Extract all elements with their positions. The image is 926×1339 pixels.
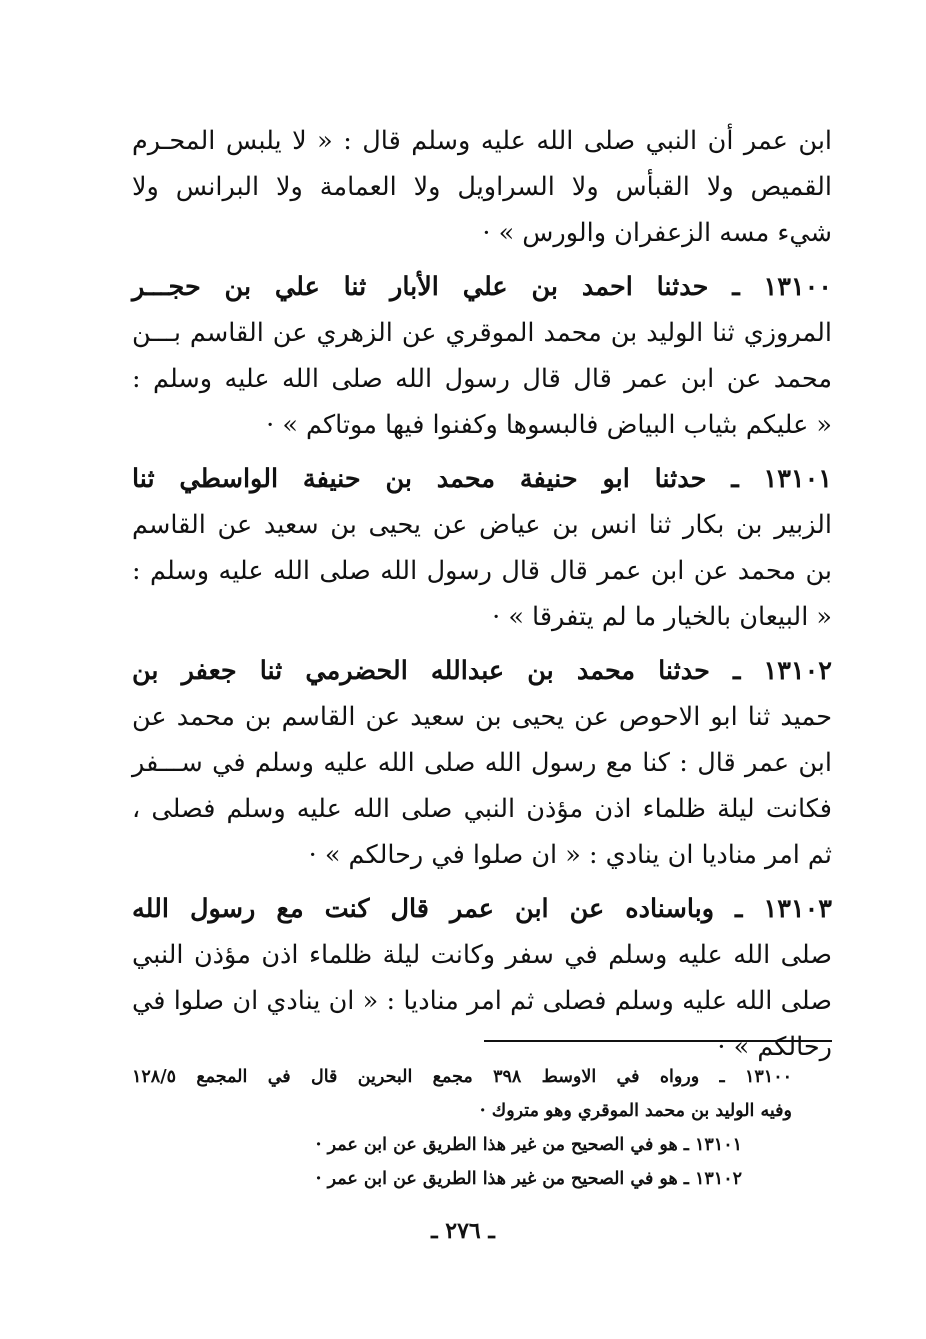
text-line: ثم امر مناديا ان ينادي : « ان صلوا في رحالكم » · [308, 840, 832, 870]
text-line: ١٣١٠٠ ـ حدثنا احمد بن علي الأبار ثنا علي بن حجـــر [132, 272, 832, 302]
hadith-13100 [132, 264, 832, 448]
text-line: ١٣١٠١ ـ حدثنا ابو حنيفة محمد بن حنيفة الواسطي ثنا [132, 464, 832, 494]
text-line: « عليكم بثياب البياض فالبسوها وكفنوا فيها موتاكم » · [266, 410, 832, 440]
main-text [132, 118, 832, 1078]
text-line: صلى الله عليه وسلم في سفر وكانت ليلة ظلماء اذن مؤذن النبي [132, 940, 832, 970]
text-line: « البيعان بالخيار ما لم يتفرقا » · [492, 602, 832, 632]
text-line: ابن عمر قال : كنا مع رسول الله صلى الله عليه وسلم في ســـفر [132, 748, 832, 778]
footnote-line: ١٣١٠٢ ـ هو في الصحيح من غير هذا الطريق عن ابن عمر · [315, 1169, 742, 1189]
text-line: المروزي ثنا الوليد بن محمد الموقري عن الزهري عن القاسم بـــن [132, 318, 832, 348]
footnote-separator [484, 1040, 832, 1042]
hadith-13102 [132, 648, 832, 878]
footnotes [132, 1060, 792, 1196]
text-line: فكانت ليلة ظلماء اذن مؤذن النبي صلى الله عليه وسلم فصلى ، [132, 794, 832, 824]
text-line: القميص ولا القبأس ولا السراويل ولا العمامة ولا البرانس ولا [132, 172, 832, 202]
text-line: رحالكم » · [717, 1032, 832, 1062]
footnote-line: ١٣١٠١ ـ هو في الصحيح من غير هذا الطريق عن ابن عمر · [315, 1135, 742, 1155]
hadith-13101 [132, 456, 832, 640]
text-line: الزبير بن بكار ثنا انس بن عياض عن يحيى بن سعيد عن القاسم [132, 510, 832, 540]
text-line: صلى الله عليه وسلم فصلى ثم امر مناديا : « ان ينادي ان صلوا في [132, 986, 832, 1016]
paragraph-continuation [132, 118, 832, 256]
page-number: ـ ٢٧٦ ـ [431, 1218, 495, 1244]
text-line: محمد عن ابن عمر قال قال رسول الله صلى الله عليه وسلم : [132, 364, 832, 394]
text-line: بن محمد عن ابن عمر قال قال رسول الله صلى الله عليه وسلم : [132, 556, 832, 586]
footnote-line: ١٣١٠٠ ـ ورواه في الاوسط ٣٩٨ مجمع البحرين قال في المجمع ١٢٨/٥ [132, 1067, 792, 1087]
text-line: ١٣١٠٢ ـ حدثنا محمد بن عبدالله الحضرمي ثنا جعفر بن [132, 656, 832, 686]
text-line: شيء مسه الزعفران والورس » · [482, 218, 832, 248]
hadith-13103 [132, 886, 832, 1070]
text-line: حميد ثنا ابو الاحوص عن يحيى بن سعيد عن القاسم بن محمد عن [132, 702, 832, 732]
footnote-line: وفيه الوليد بن محمد الموقري وهو متروك · [479, 1101, 792, 1121]
text-line: ابن عمر أن النبي صلى الله عليه وسلم قال : « لا يلبس المحـرم [132, 126, 832, 156]
text-line: ١٣١٠٣ ـ وباسناده عن ابن عمر قال كنت مع رسول الله [132, 894, 832, 924]
